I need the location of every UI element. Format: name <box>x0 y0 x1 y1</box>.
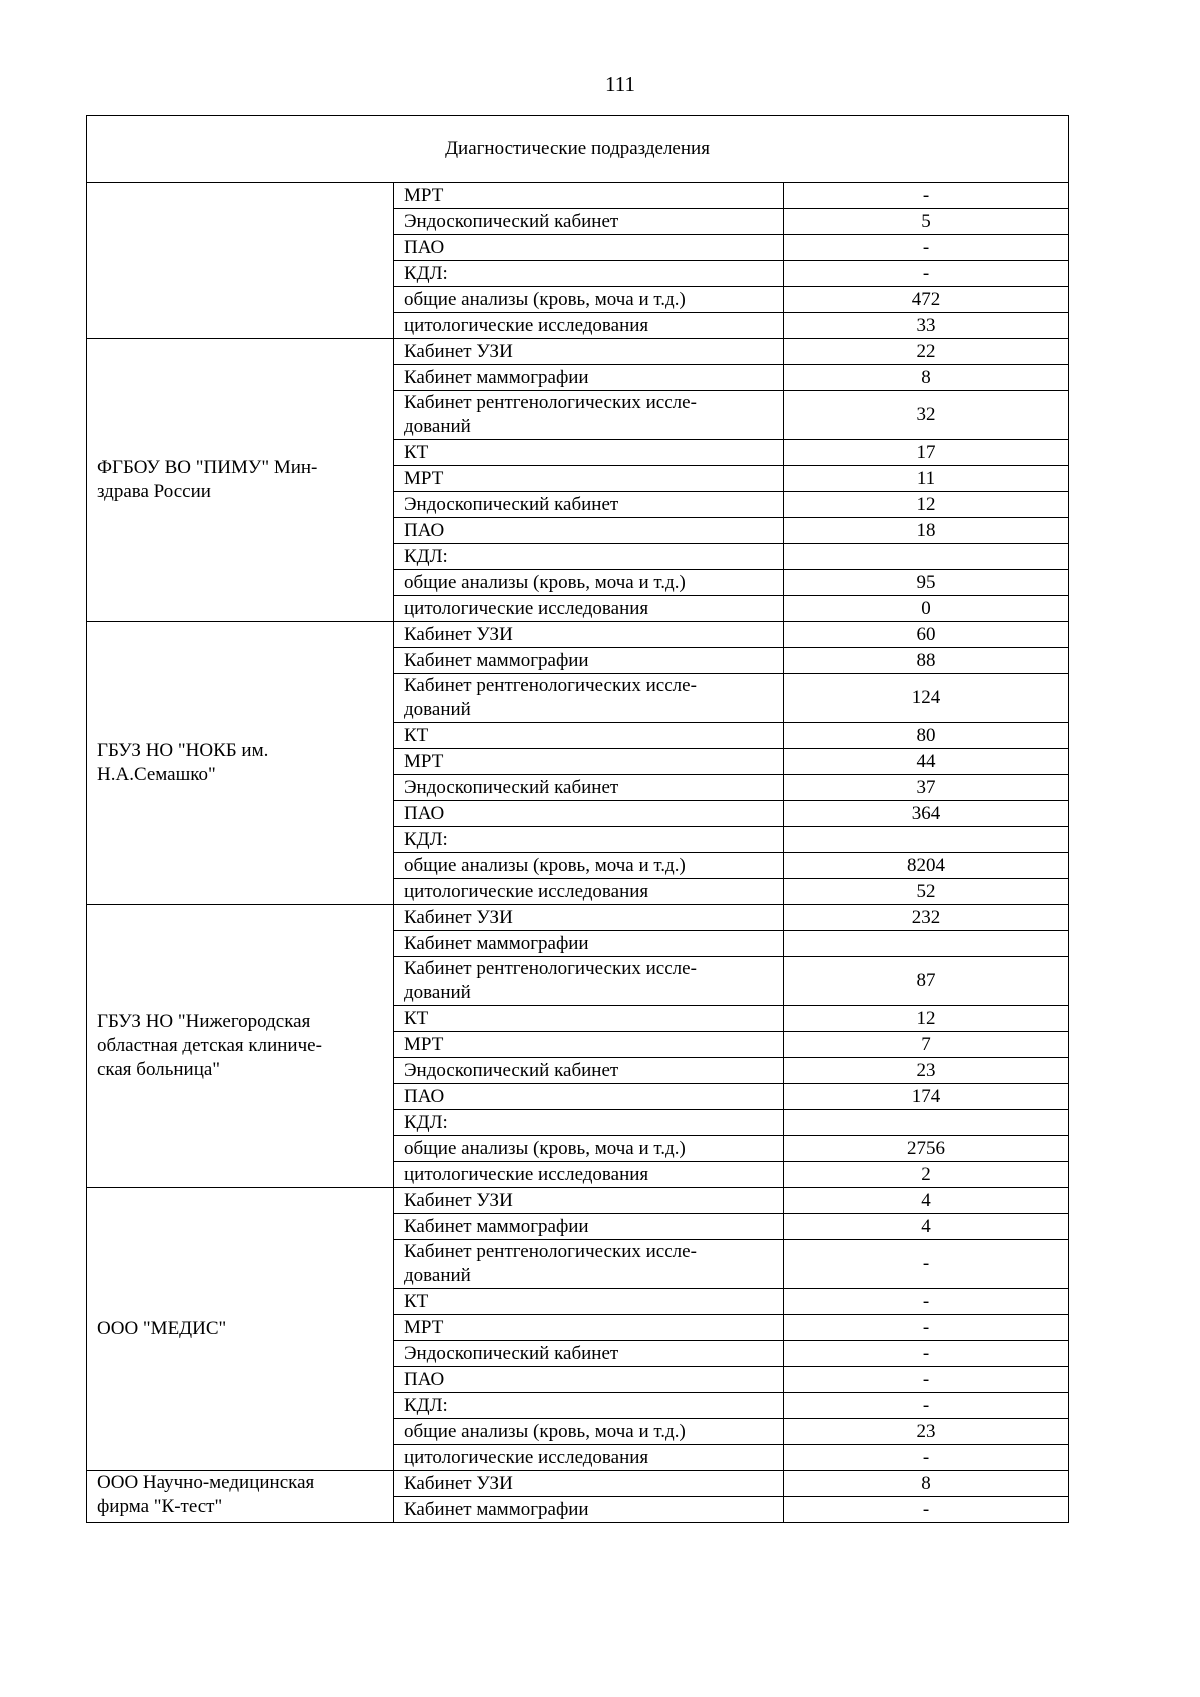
unit-value: 8 <box>784 365 1069 391</box>
unit-value: - <box>784 261 1069 287</box>
unit-value: 17 <box>784 440 1069 466</box>
unit-label: ПАО <box>394 518 784 544</box>
unit-value: - <box>784 235 1069 261</box>
unit-label-line: Кабинет рентгенологических иссле- <box>404 675 697 696</box>
unit-value: - <box>784 1367 1069 1393</box>
unit-value: - <box>784 1497 1069 1523</box>
unit-label: КДЛ: <box>394 261 784 287</box>
unit-label: МРТ <box>394 183 784 209</box>
unit-label: общие анализы (кровь, моча и т.д.) <box>394 570 784 596</box>
unit-value <box>784 544 1069 570</box>
unit-label <box>394 674 784 723</box>
unit-label-line: дований <box>404 416 471 437</box>
unit-label: Эндоскопический кабинет <box>394 775 784 801</box>
organization-name-line: областная детская клиниче- <box>97 1035 322 1056</box>
unit-label: МРТ <box>394 1315 784 1341</box>
unit-value: 95 <box>784 570 1069 596</box>
unit-value: 11 <box>784 466 1069 492</box>
unit-label <box>394 957 784 1006</box>
table-row <box>87 1471 1069 1497</box>
unit-value: 7 <box>784 1032 1069 1058</box>
unit-value: 8204 <box>784 853 1069 879</box>
unit-value <box>784 931 1069 957</box>
unit-value: 124 <box>784 674 1069 723</box>
unit-value: - <box>784 1315 1069 1341</box>
table-row <box>87 905 1069 931</box>
unit-value: 0 <box>784 596 1069 622</box>
unit-label-line: Кабинет рентгенологических иссле- <box>404 1241 697 1262</box>
unit-label <box>394 1240 784 1289</box>
unit-label-line: Кабинет рентгенологических иссле- <box>404 958 697 979</box>
table-row <box>87 183 1069 209</box>
unit-label: КДЛ: <box>394 544 784 570</box>
unit-label-line: дований <box>404 982 471 1003</box>
unit-value: 60 <box>784 622 1069 648</box>
unit-label: КДЛ: <box>394 827 784 853</box>
unit-label: МРТ <box>394 749 784 775</box>
unit-value: 2756 <box>784 1136 1069 1162</box>
unit-label: КДЛ: <box>394 1393 784 1419</box>
unit-label: МРТ <box>394 1032 784 1058</box>
organization-cell <box>87 339 394 622</box>
unit-value: 23 <box>784 1058 1069 1084</box>
organization-name-line: Н.А.Семашко" <box>97 764 216 785</box>
unit-value: 37 <box>784 775 1069 801</box>
organization-cell <box>87 905 394 1188</box>
unit-value: - <box>784 183 1069 209</box>
unit-value: 232 <box>784 905 1069 931</box>
unit-label: Кабинет УЗИ <box>394 622 784 648</box>
table-row <box>87 622 1069 648</box>
unit-label: КДЛ: <box>394 1110 784 1136</box>
organization-name-line: ФГБОУ ВО "ПИМУ" Мин- <box>97 457 318 478</box>
table-row <box>87 1188 1069 1214</box>
unit-value: 23 <box>784 1419 1069 1445</box>
unit-value: 18 <box>784 518 1069 544</box>
unit-label: Кабинет УЗИ <box>394 339 784 365</box>
table-row <box>87 339 1069 365</box>
organization-cell <box>87 1471 394 1523</box>
unit-label: ПАО <box>394 1367 784 1393</box>
unit-label-line: дований <box>404 1265 471 1286</box>
unit-value: 32 <box>784 391 1069 440</box>
unit-label: цитологические исследования <box>394 1162 784 1188</box>
unit-value: 87 <box>784 957 1069 1006</box>
unit-label: КТ <box>394 1289 784 1315</box>
unit-value: 88 <box>784 648 1069 674</box>
unit-value: 364 <box>784 801 1069 827</box>
unit-label-line: Кабинет рентгенологических иссле- <box>404 392 697 413</box>
unit-label: цитологические исследования <box>394 879 784 905</box>
organization-name-line: ГБУЗ НО "НОКБ им. <box>97 740 269 761</box>
unit-value: - <box>784 1393 1069 1419</box>
organization-name-line: здрава России <box>97 481 211 502</box>
unit-label: цитологические исследования <box>394 1445 784 1471</box>
organization-cell <box>87 183 394 339</box>
unit-label <box>394 391 784 440</box>
unit-label: ПАО <box>394 801 784 827</box>
unit-value: 33 <box>784 313 1069 339</box>
unit-label: Кабинет маммографии <box>394 1497 784 1523</box>
unit-value: - <box>784 1445 1069 1471</box>
unit-label: Эндоскопический кабинет <box>394 209 784 235</box>
organization-cell <box>87 622 394 905</box>
unit-label: Кабинет маммографии <box>394 1214 784 1240</box>
unit-value: - <box>784 1289 1069 1315</box>
unit-label: ПАО <box>394 235 784 261</box>
organization-name-line: ГБУЗ НО "Нижегородская <box>97 1011 311 1032</box>
unit-label: Эндоскопический кабинет <box>394 492 784 518</box>
unit-label: КТ <box>394 440 784 466</box>
unit-value: 4 <box>784 1214 1069 1240</box>
unit-value: 52 <box>784 879 1069 905</box>
unit-label: Кабинет УЗИ <box>394 1471 784 1497</box>
unit-label: КТ <box>394 723 784 749</box>
unit-value <box>784 1110 1069 1136</box>
unit-label: Эндоскопический кабинет <box>394 1341 784 1367</box>
unit-label: Кабинет маммографии <box>394 648 784 674</box>
unit-value: 2 <box>784 1162 1069 1188</box>
unit-value: - <box>784 1240 1069 1289</box>
unit-label: цитологические исследования <box>394 596 784 622</box>
unit-label: общие анализы (кровь, моча и т.д.) <box>394 287 784 313</box>
organization-cell <box>87 1188 394 1471</box>
organization-name-line: ская больница" <box>97 1059 221 1080</box>
unit-value: 80 <box>784 723 1069 749</box>
unit-value: 12 <box>784 492 1069 518</box>
organization-name-line: фирма "К-тест" <box>97 1496 223 1517</box>
page-number: 111 <box>605 72 635 96</box>
unit-label: общие анализы (кровь, моча и т.д.) <box>394 853 784 879</box>
unit-value: 12 <box>784 1006 1069 1032</box>
unit-label: общие анализы (кровь, моча и т.д.) <box>394 1136 784 1162</box>
unit-label: Кабинет маммографии <box>394 931 784 957</box>
organization-name-line: ООО Научно-медицинская <box>97 1472 315 1493</box>
unit-value: 472 <box>784 287 1069 313</box>
unit-value: 4 <box>784 1188 1069 1214</box>
unit-label: ПАО <box>394 1084 784 1110</box>
unit-value: 5 <box>784 209 1069 235</box>
unit-label-line: дований <box>404 699 471 720</box>
unit-value: 22 <box>784 339 1069 365</box>
diagnostic-units-table <box>86 115 1069 1523</box>
unit-label: Кабинет УЗИ <box>394 905 784 931</box>
unit-value: 8 <box>784 1471 1069 1497</box>
unit-label: Кабинет маммографии <box>394 365 784 391</box>
unit-label: КТ <box>394 1006 784 1032</box>
unit-label: Эндоскопический кабинет <box>394 1058 784 1084</box>
table-header: Диагностические подразделения <box>87 116 1069 183</box>
unit-value: 44 <box>784 749 1069 775</box>
unit-label: общие анализы (кровь, моча и т.д.) <box>394 1419 784 1445</box>
unit-value <box>784 827 1069 853</box>
unit-label: Кабинет УЗИ <box>394 1188 784 1214</box>
unit-value: 174 <box>784 1084 1069 1110</box>
table-header-row <box>87 116 1069 183</box>
unit-label: МРТ <box>394 466 784 492</box>
organization-name-line: ООО "МЕДИС" <box>97 1318 227 1339</box>
unit-label: цитологические исследования <box>394 313 784 339</box>
unit-value: - <box>784 1341 1069 1367</box>
